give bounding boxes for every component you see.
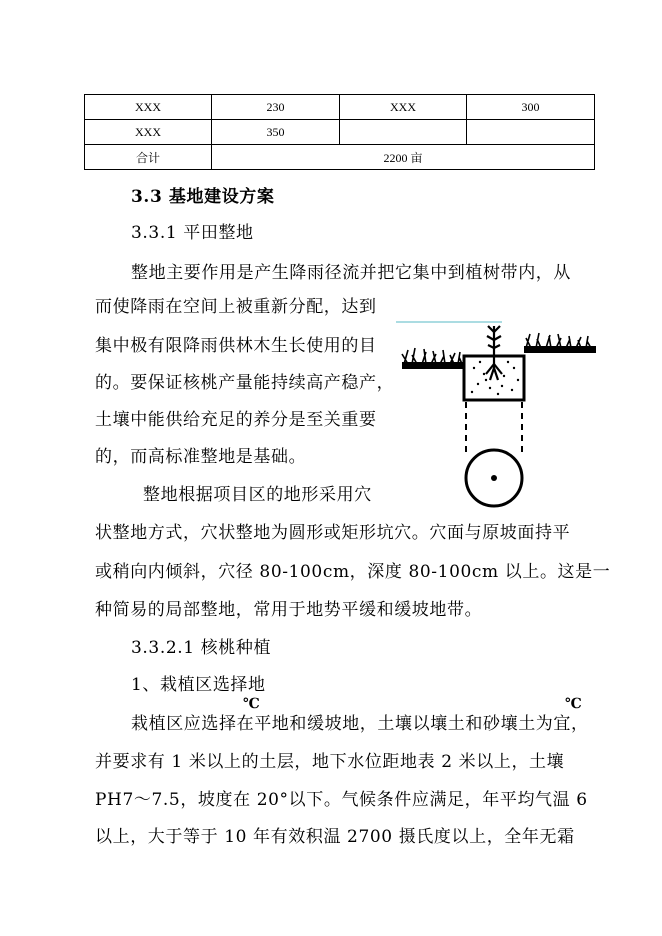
body-line: 整地主要作用是产生降雨径流并把它集中到植树带内，从 — [131, 263, 571, 283]
total-label: 合计 — [85, 145, 212, 170]
soil-surface-left — [402, 362, 464, 369]
body-line: 而使降雨在空间上被重新分配，达到 — [95, 297, 377, 317]
table-cell — [467, 120, 595, 145]
body-line: 或稍向内倾斜，穴径 80-100cm，深度 80-100cm 以上。这是一 — [95, 562, 611, 582]
table-cell: 300 — [467, 95, 595, 120]
degree-celsius-mark: ℃ — [565, 696, 582, 712]
section-heading: 3.3 基地建设方案 — [131, 187, 275, 207]
body-line: 整地根据项目区的地形采用穴 — [143, 485, 372, 505]
pit-planting-illustration — [392, 318, 602, 513]
body-line: 状整地方式，穴状整地为圆形或矩形坑穴。穴面与原坡面持平 — [95, 523, 571, 543]
body-line: 土壤中能供给充足的养分是至关重要 — [95, 410, 377, 430]
grass-left-icon — [402, 348, 462, 364]
degree-celsius-mark: ℃ — [243, 696, 260, 712]
total-value: 2200 亩 — [212, 145, 595, 170]
body-line: 集中极有限降雨供林木生长使用的目 — [95, 336, 377, 356]
sub-heading: 3.3.1 平田整地 — [131, 223, 254, 243]
body-line: 以上，大于等于 10 年有效积温 2700 摄氏度以上，全年无霜 — [95, 827, 575, 847]
table-cell: XXX — [340, 95, 467, 120]
table-total-row — [85, 145, 595, 170]
item-title: 1、栽植区选择地 — [131, 675, 266, 695]
body-line: 种简易的局部整地，常用于地势平缓和缓坡地带。 — [95, 600, 483, 620]
table-row — [85, 120, 595, 145]
body-line: 的，而高标准整地是基础。 — [95, 447, 307, 467]
table-cell: XXX — [85, 95, 212, 120]
table-cell — [340, 120, 467, 145]
table-cell: 350 — [212, 120, 340, 145]
body-line: PH7～7.5，坡度在 20°以下。气候条件应满足，年平均气温 6 — [95, 790, 588, 810]
table-cell: XXX — [85, 120, 212, 145]
body-line: 的。要保证核桃产量能持续高产稳产， — [95, 373, 395, 393]
body-line: 栽植区应选择在平地和缓坡地，土壤以壤土和砂壤土为宜， — [131, 714, 589, 734]
sub-sub-heading: 3.3.2.1 核桃种植 — [131, 638, 272, 658]
soil-surface-right — [524, 346, 596, 353]
body-line: 并要求有 1 米以上的土层，地下水位距地表 2 米以上，土壤 — [95, 752, 565, 772]
table-cell: 230 — [212, 95, 340, 120]
pit-center-dot — [491, 475, 497, 481]
projection-lines — [466, 402, 522, 454]
grass-right-icon — [526, 333, 591, 348]
planting-area-table — [84, 94, 595, 170]
table-row — [85, 95, 595, 120]
